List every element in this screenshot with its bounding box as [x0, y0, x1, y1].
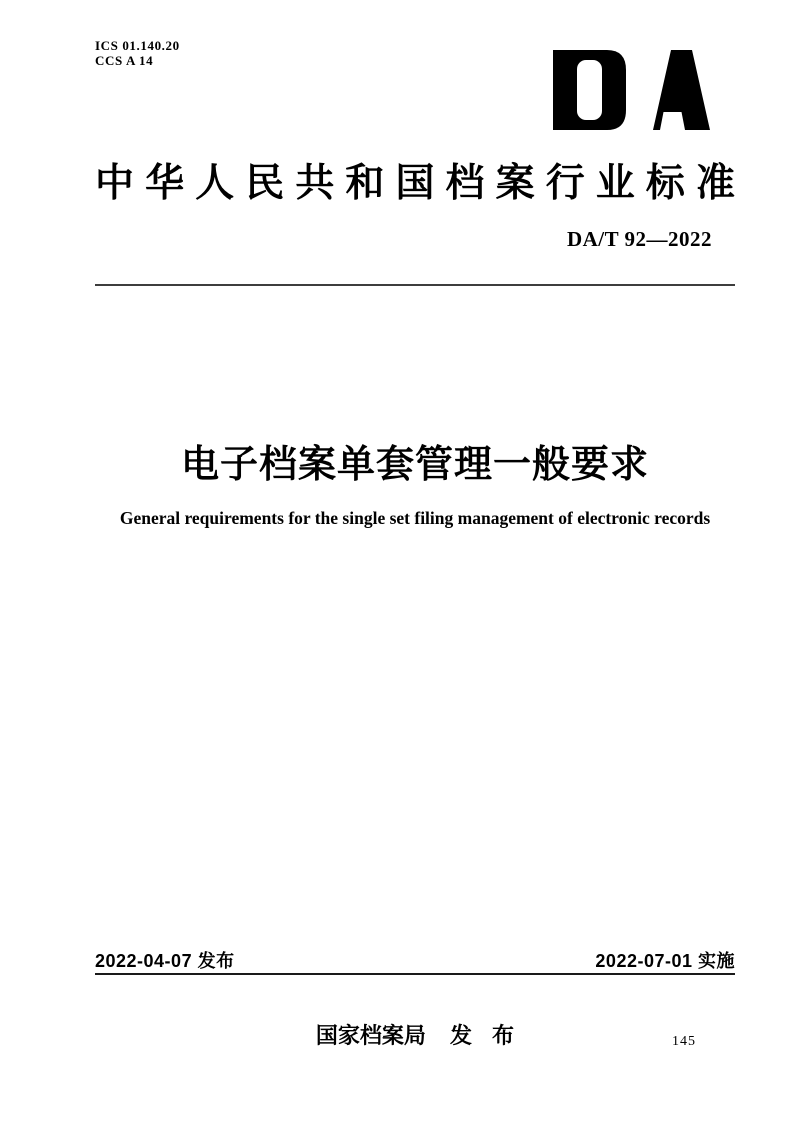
publisher-line	[95, 1019, 735, 1050]
implementation-date: 2022-07-01 实施	[595, 951, 735, 971]
header-rule	[95, 284, 735, 286]
document-title-cn: 电子档案单套管理一般要求	[180, 444, 649, 486]
footer-rule	[95, 973, 735, 975]
publisher-label: 发 布	[449, 1023, 515, 1048]
da-logo-text	[553, 130, 554, 131]
da-logo-icon	[553, 50, 710, 130]
publisher-agency: 国家档案局	[315, 1023, 426, 1048]
issue-date: 2022-04-07 发布	[95, 951, 235, 971]
document-title-en: General requirements for the single set filing management of electronic records	[119, 508, 711, 528]
ics-code: ICS 01.140.20	[95, 38, 180, 53]
date-row	[95, 947, 735, 973]
da-logo	[553, 50, 710, 130]
national-standard-title: 中 华 人 民 共 和 国 档 案 行 业 标 准	[95, 162, 735, 205]
standard-number: DA/T 92—2022	[566, 227, 712, 251]
page-number: 145	[672, 1034, 696, 1049]
classification-codes	[95, 38, 180, 68]
ccs-code: CCS A 14	[95, 53, 154, 68]
